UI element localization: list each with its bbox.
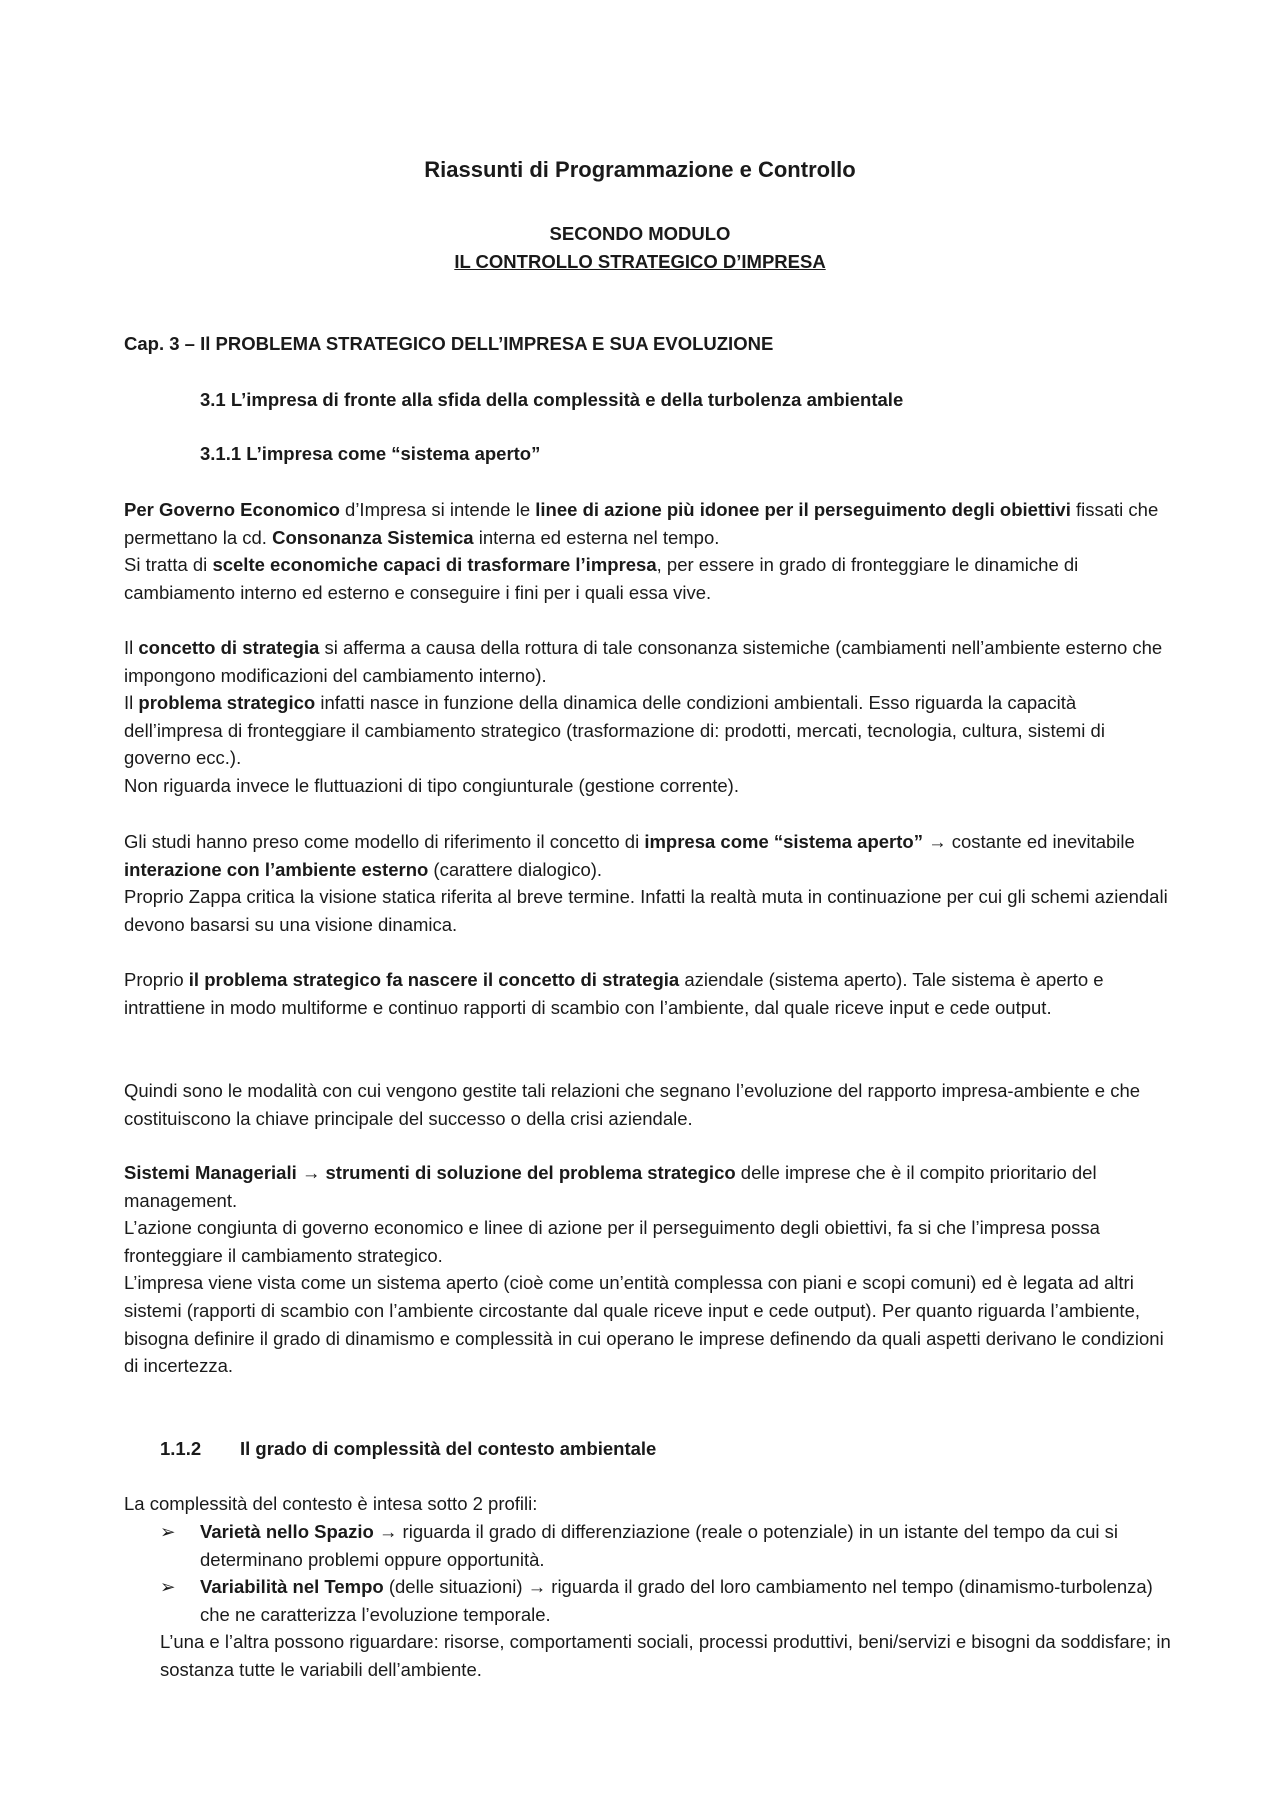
arrowhead-bullet-icon: ➢ xyxy=(160,1576,176,1598)
chapter-heading: Cap. 3 – Il PROBLEMA STRATEGICO DELL’IMPRESA E SUA EVOLUZIONE xyxy=(124,333,774,354)
text-run: (delle situazioni) → riguarda il grado del loro cambiamento nel tempo (dinamismo-turbolenza) che ne caratterizza l’evoluzione temporale. xyxy=(200,1576,1153,1625)
text-run: fissati che permettano la cd. xyxy=(124,499,1159,548)
paragraph-line xyxy=(124,689,1174,772)
bold-term: interazione con l’ambiente esterno xyxy=(124,858,429,880)
bullet-list xyxy=(160,1518,1180,1628)
bold-term: concetto di strategia xyxy=(138,637,320,658)
paragraph-line: Proprio Zappa critica la visione statica riferita al breve termine. Infatti la realtà muta in continuazione per cui gli schemi aziendali devono basarsi su una visione dinamica. xyxy=(124,886,1168,935)
paragraph-modalita: Quindi sono le modalità con cui vengono gestite tali relazioni che segnano l’evoluzione del rapporto impresa-ambiente e che costituiscono la chiave principale del successo o della crisi aziendale. xyxy=(124,1080,1141,1129)
bold-term: Varietà nello Spazio xyxy=(200,1521,374,1542)
paragraph-line: L’azione congiunta di governo economico e linee di azione per il perseguimento degli obiettivi, fa si che l’impresa possa fronteggiare il cambiamento strategico. xyxy=(124,1217,1100,1266)
bold-term: Sistemi Manageriali → strumenti di soluzione del problema strategico xyxy=(124,1162,736,1183)
document-title: Riassunti di Programmazione e Controllo xyxy=(424,157,856,182)
bold-term: Variabilità nel Tempo xyxy=(200,1576,384,1598)
paragraph-strategia xyxy=(124,634,1174,800)
bold-term: il problema strategico fa nascere il concetto di strategia xyxy=(188,969,680,990)
paragraph-sistema-aperto xyxy=(124,828,1174,938)
bold-term: impresa come “sistema aperto” xyxy=(644,831,923,852)
closing-paragraph: L’una e l’altra possono riguardare: risorse, comportamenti sociali, processi produttivi, beni/servizi e bisogni da soddisfare; in sostanza tutte le variabili dell’ambiente. xyxy=(160,1631,1171,1680)
paragraph-line xyxy=(124,496,1174,551)
section-heading: 3.1 L’impresa di fronte alla sfida della complessità e della turbolenza ambientale xyxy=(200,389,904,410)
arrowhead-bullet-icon: ➢ xyxy=(160,1521,176,1542)
list-item xyxy=(160,1518,1180,1573)
paragraph-governo-economico xyxy=(124,496,1174,606)
text-run: Si tratta di xyxy=(124,554,213,576)
heading-text: Il grado di complessità del contesto ambientale xyxy=(240,1438,657,1459)
paragraph-line: L’impresa viene vista come un sistema aperto (cioè come un’entità complessa con piani e scopi comuni) ed è legata ad altri sistemi (rapporti di scambio con l’ambiente circostante dal quale riceve input e cede output). Per quanto riguarda l’ambiente, bisogna definire il grado di dinamismo e complessità in cui operano le imprese definendo da quali aspetti derivano le condizioni di incertezza. xyxy=(124,1272,1164,1377)
heading-number: 1.1.2 xyxy=(160,1438,202,1459)
text-run: Gli studi hanno preso come modello di riferimento il concetto di xyxy=(124,831,645,852)
text-run: interna ed esterna nel tempo. xyxy=(473,526,720,548)
text-run: (carattere dialogico). xyxy=(428,858,603,880)
text-run: Il xyxy=(124,637,139,658)
bold-term: scelte economiche capaci di trasformare l’impresa xyxy=(212,554,657,576)
text-run: infatti nasce in funzione della dinamica delle condizioni ambientali. Esso riguarda la capacità dell’impresa di fronteggiare il cambiamento strategico (trasformazione di: prodotti, mercati, tecnologia, cultura, sistemi di governo ecc.). xyxy=(124,692,1105,769)
text-run: , per essere in grado di fronteggiare le dinamiche di cambiamento interno ed esterno e conseguire i fini per i quali essa vive. xyxy=(124,554,1079,603)
text-run: Proprio xyxy=(124,969,189,990)
text-run: si afferma a causa della rottura di tale consonanza sistemiche (cambiamenti nell’ambiente esterno che impongono modificazioni del cambiamento interno). xyxy=(124,637,1163,686)
bold-term: problema strategico xyxy=(138,692,316,714)
paragraph-line xyxy=(124,828,1174,883)
paragraph-line xyxy=(124,551,1174,606)
text-run: → costante ed inevitabile xyxy=(922,831,1135,852)
module-subtitle xyxy=(0,248,1280,276)
bold-term: linee di azione più idonee per il perseguimento degli obiettivi xyxy=(535,499,1071,520)
text-run: delle imprese che è il compito prioritario del management. xyxy=(124,1162,1097,1211)
paragraph-sistemi-manageriali xyxy=(124,1159,1174,1380)
text-run: d’Impresa si intende le xyxy=(339,499,536,520)
text-run: → riguarda il grado di differenziazione (reale o potenziale) in un istante del tempo da cui si determinano problemi oppure opportunità. xyxy=(200,1521,1118,1570)
list-item xyxy=(160,1573,1180,1628)
module-subtitle-text: IL CONTROLLO STRATEGICO D’IMPRESA xyxy=(454,251,826,272)
paragraph-line xyxy=(124,634,1174,689)
text-run: aziendale (sistema aperto). Tale sistema è aperto e intrattiene in modo multiforme e continuo rapporti di scambio con l’ambiente, dal quale riceve input e cede output. xyxy=(124,969,1104,1018)
subsection-heading: 3.1.1 L’impresa come “sistema aperto” xyxy=(200,443,541,464)
heading-1-1-2 xyxy=(160,1435,1210,1463)
bold-term: Consonanza Sistemica xyxy=(272,526,474,548)
text-run: Il xyxy=(124,692,139,714)
paragraph-line xyxy=(124,1159,1174,1214)
paragraph-line xyxy=(124,966,1174,1021)
complexity-intro: La complessità del contesto è intesa sotto 2 profili: xyxy=(124,1493,538,1514)
paragraph-line: Non riguarda invece le fluttuazioni di tipo congiunturale (gestione corrente). xyxy=(124,774,739,796)
module-label: SECONDO MODULO xyxy=(549,223,731,244)
paragraph-problema-strategico xyxy=(124,966,1174,1021)
bold-term: Per Governo Economico xyxy=(124,499,340,520)
